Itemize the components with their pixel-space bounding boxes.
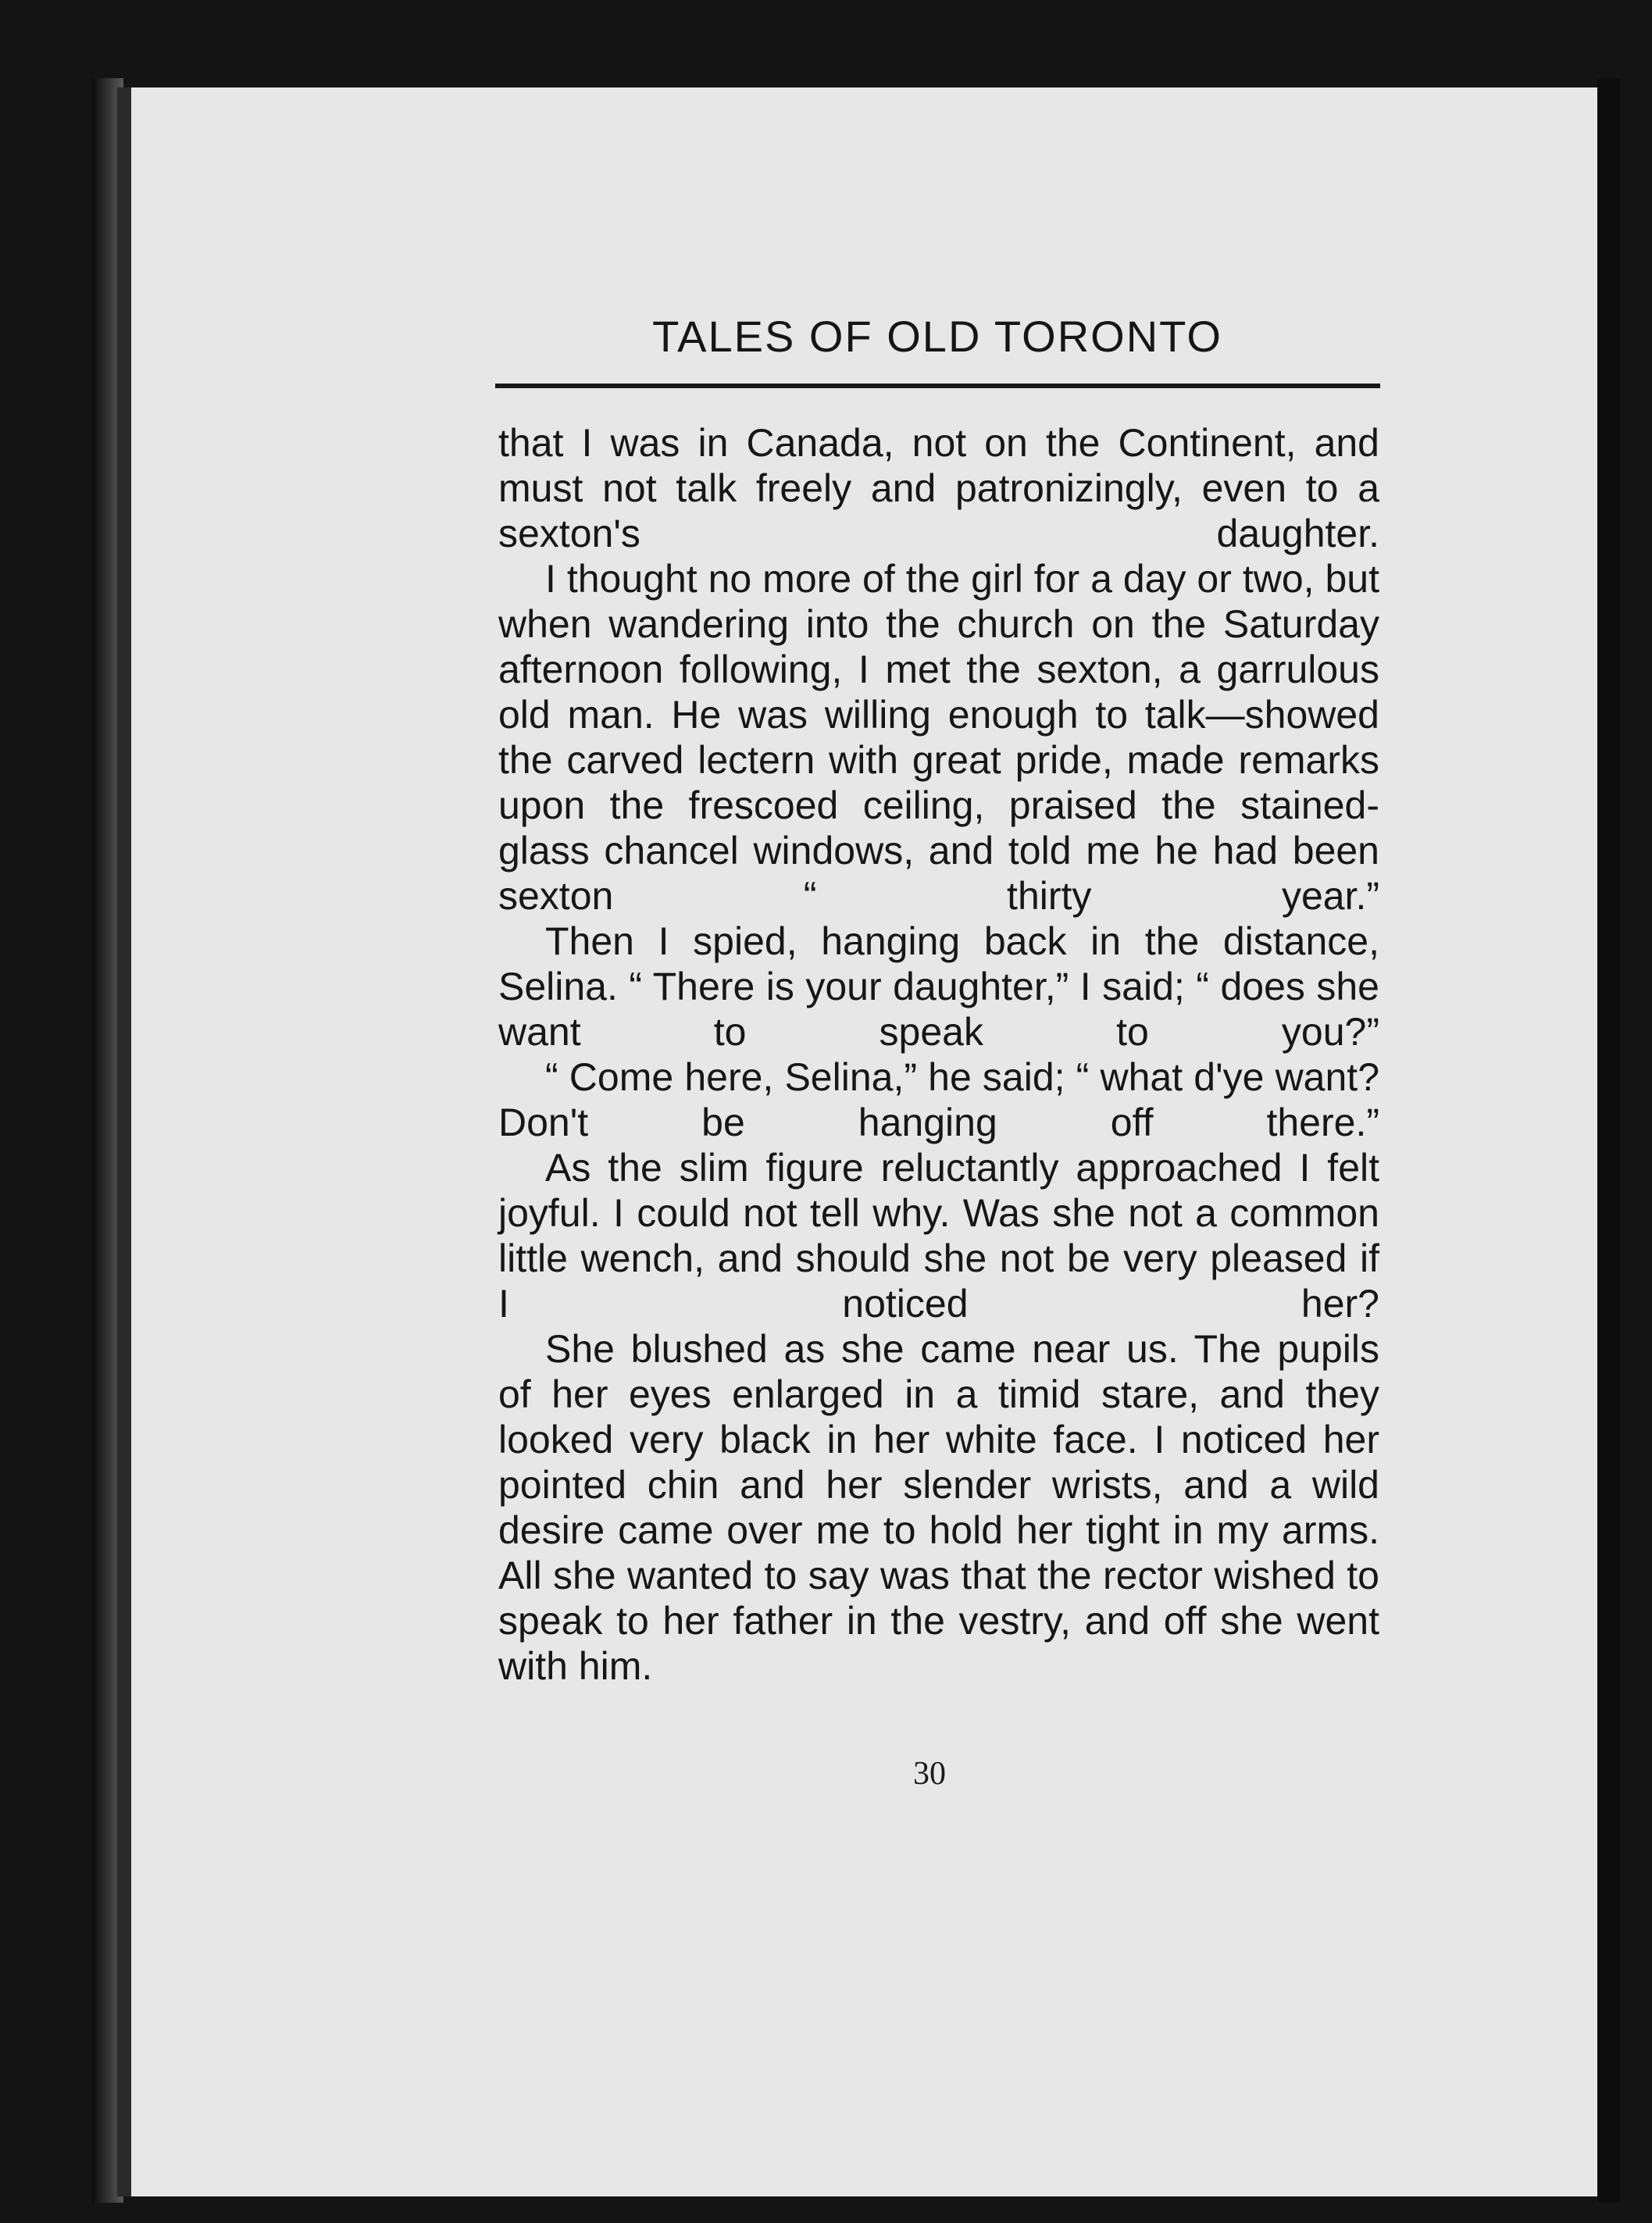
- running-head: TALES OF OLD TORONTO: [652, 312, 1222, 361]
- paragraph: I thought no more of the girl for a day or two, but when wandering into the church on the Saturday afternoon following, I met the sexton, a garrulous old man. He was willing enough to talk—showed the carved lectern with great pride, made remarks upon the frescoed ceiling, praised the stained-glass chancel windows, and told me he had been sexton “ thirty year.”: [498, 557, 1379, 918]
- page-number: 30: [913, 1756, 946, 1792]
- paragraph: that I was in Canada, not on the Continent, and must not talk freely and patronizingly, even to a sexton's daughter.: [498, 421, 1379, 555]
- paragraph: “ Come here, Selina,” he said; “ what d'ye want? Don't be hanging off there.”: [498, 1055, 1379, 1144]
- page-edge: [1597, 78, 1621, 2203]
- paragraph: Then I spied, hanging back in the distance, Selina. “ There is your daughter,” I said; “ does she want to speak to you?”: [498, 919, 1379, 1054]
- paragraph: She blushed as she came near us. The pupils of her eyes enlarged in a timid stare, and they looked very black in her white face. I noticed her pointed chin and her slender wrists, and a wild desire came over me to hold her tight in my arms. All she wanted to say was that the rector wished to speak to her father in the vestry, and off she went with him.: [498, 1327, 1379, 1688]
- paragraph: As the slim figure reluctantly approached I felt joyful. I could not tell why. Was she not a common little wench, and should she not be very pleased if I noticed her?: [498, 1146, 1379, 1326]
- body-text: [498, 420, 1379, 1689]
- header-rule: [495, 384, 1380, 388]
